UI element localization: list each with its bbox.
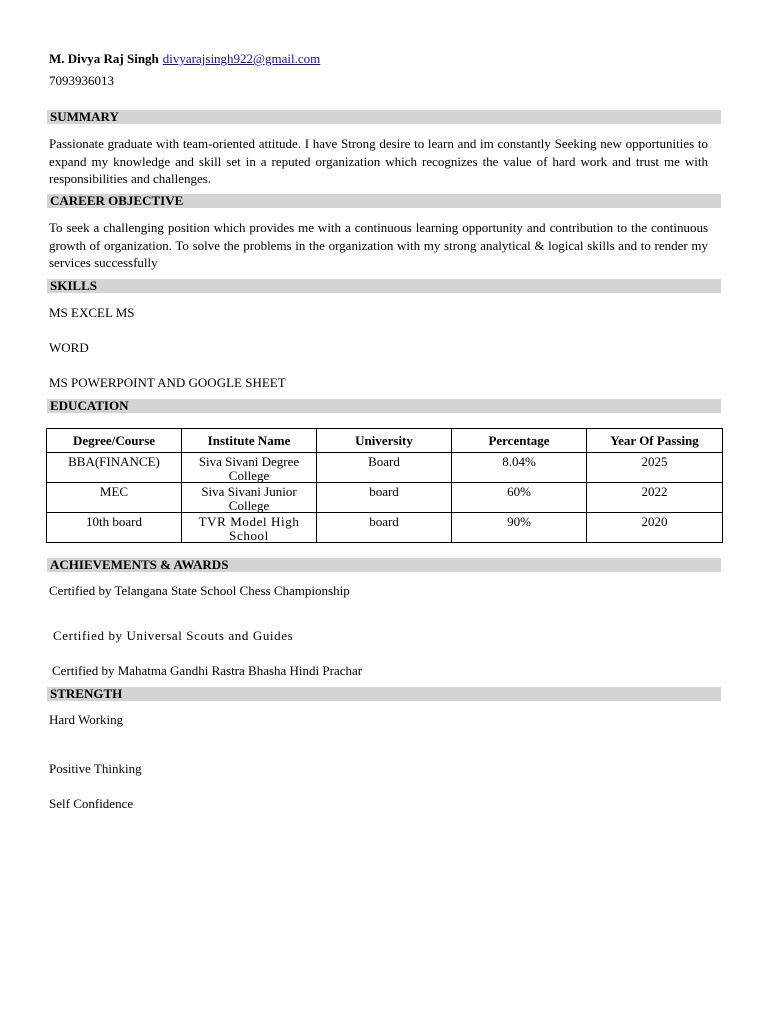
table-cell: 2022 — [587, 483, 723, 513]
table-cell: BBA(FINANCE) — [47, 453, 182, 483]
education-heading: EDUCATION — [47, 399, 721, 413]
strength-item: Positive Thinking — [49, 761, 142, 776]
table-cell: Siva Sivani Junior College — [182, 483, 317, 513]
career-objective-heading: CAREER OBJECTIVE — [47, 194, 721, 208]
career-objective-text: To seek a challenging position which provides me with a continuous learning opportunity and contribution to the continuous growth of organization. To solve the problems in the organization with my strong analytical & logical skills and to render my services successfully — [49, 220, 708, 270]
column-header: Percentage — [452, 429, 587, 453]
strength-item: Self Confidence — [49, 796, 134, 811]
contact-line — [49, 51, 320, 67]
table-row — [47, 453, 723, 483]
skills-heading: SKILLS — [47, 279, 721, 293]
table-cell: TVR Model High School — [182, 513, 317, 543]
column-header: Year Of Passing — [587, 429, 723, 453]
table-row — [47, 513, 723, 543]
table-cell: 10th board — [47, 513, 182, 543]
strength-heading: STRENGTH — [47, 687, 721, 701]
table-cell: Board — [317, 453, 452, 483]
skill-item: WORD — [49, 340, 89, 355]
table-header-row — [47, 429, 723, 453]
candidate-name: M. Divya Raj Singh — [49, 51, 159, 66]
skill-item: MS EXCEL MS — [49, 305, 135, 320]
email-link[interactable]: divyarajsingh922@gmail.com — [162, 51, 321, 66]
achievement-item: Certified by Telangana State School Chess Championship — [49, 583, 350, 598]
column-header: Institute Name — [182, 429, 317, 453]
table-cell: 90% — [452, 513, 587, 543]
table-cell: MEC — [47, 483, 182, 513]
table-cell: 8.04% — [452, 453, 587, 483]
column-header: University — [317, 429, 452, 453]
strength-item: Hard Working — [49, 712, 124, 727]
summary-text: Passionate graduate with team-oriented attitude. I have Strong desire to learn and im constantly Seeking new opportunities to expand my knowledge and skill set in a reputed organization which recognizes the value of hard work and trust me with responsibilities and challenges. — [49, 136, 708, 186]
table-row — [47, 483, 723, 513]
table-cell: 2020 — [587, 513, 723, 543]
table-cell: board — [317, 483, 452, 513]
column-header: Degree/Course — [47, 429, 182, 453]
table-cell: Siva Sivani Degree College — [182, 453, 317, 483]
summary-heading: SUMMARY — [47, 110, 721, 124]
achievements-heading: ACHIEVEMENTS & AWARDS — [47, 558, 721, 572]
achievement-item: Certified by Mahatma Gandhi Rastra Bhasha Hindi Prachar — [52, 663, 363, 678]
table-cell: board — [317, 513, 452, 543]
table-cell: 60% — [452, 483, 587, 513]
skill-item: MS POWERPOINT AND GOOGLE SHEET — [49, 375, 286, 390]
achievement-item: Certified by Universal Scouts and Guides — [53, 628, 294, 643]
education-table — [46, 428, 723, 543]
table-cell: 2025 — [587, 453, 723, 483]
phone-number: 7093936013 — [49, 73, 114, 88]
